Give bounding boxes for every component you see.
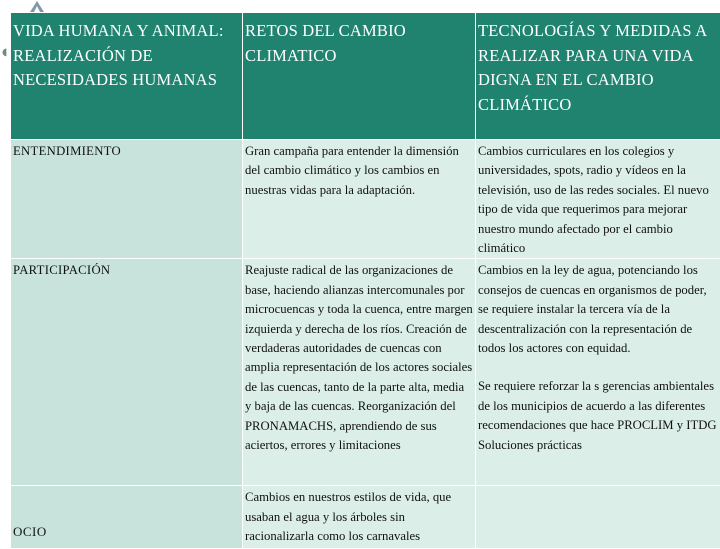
technology-cell: Cambios curriculares en los colegios y universidades, spots, radio y vídeos en la televisión, uso de las redes sociales. El nuevo tipo de vida que requerimos para mejorar nuestro mundo afectado por el cambio climático (476, 140, 720, 259)
needs-climate-table (10, 12, 720, 549)
side-marker-icon: ◖ (2, 47, 10, 59)
technology-cell (476, 259, 720, 486)
challenge-cell: Gran campaña para entender la dimensión del cambio climático y los cambios en nuestras vidas para la adaptación. (243, 140, 476, 259)
row-label: OCIO (13, 522, 240, 541)
logo-icon (28, 0, 46, 12)
paragraph-gap (478, 358, 718, 377)
table-row (11, 140, 720, 259)
table-row (11, 486, 720, 549)
header-col-challenges: RETOS DEL CAMBIO CLIMATICO (243, 13, 476, 140)
row-label-cell (11, 486, 243, 549)
row-label-cell (11, 259, 243, 486)
technology-paragraph: Cambios en la ley de agua, potenciando los consejos de cuencas en organismos de poder, se requiere instalar la tercera vía de la descentralización con la representación de todos los actores con equidad. (478, 263, 707, 355)
technology-cell (476, 486, 720, 549)
row-label: ENTENDIMIENTO (13, 144, 121, 158)
header-col-technologies: TECNOLOGÍAS Y MEDIDAS A REALIZAR PARA UNA VIDA DIGNA EN EL CAMBIO CLIMÁTICO (476, 13, 720, 140)
table-row (11, 259, 720, 486)
challenge-cell: Reajuste radical de las organizaciones de base, haciendo alianzas intercomunales por microcuencas y toda la cuenca, entre margen izquierda y derecha de los ríos. Creación de verdaderas autoridades de cuencas con amplia representación de los actores sociales de las cuencas, tanto de la parte alta, media y baja de las cuencas. Reorganización del PRONAMACHS, aprendiendo de sus aciertos, errores y limitaciones (243, 259, 476, 486)
table-header-row (11, 13, 720, 140)
technology-paragraph: Se requiere reforzar la s gerencias ambientales de los municipios de acuerdo a las diferentes recomendaciones que hace PROCLIM y ITDG Soluciones prácticas (478, 379, 717, 451)
row-label-cell (11, 140, 243, 259)
header-col-needs: VIDA HUMANA Y ANIMAL: REALIZACIÓN DE NECESIDADES HUMANAS (11, 13, 243, 140)
challenge-cell: Cambios en nuestros estilos de vida, que usaban el agua y los árboles sin racionalizarla como los carnavales (243, 486, 476, 549)
row-label: PARTICIPACIÓN (13, 263, 110, 277)
